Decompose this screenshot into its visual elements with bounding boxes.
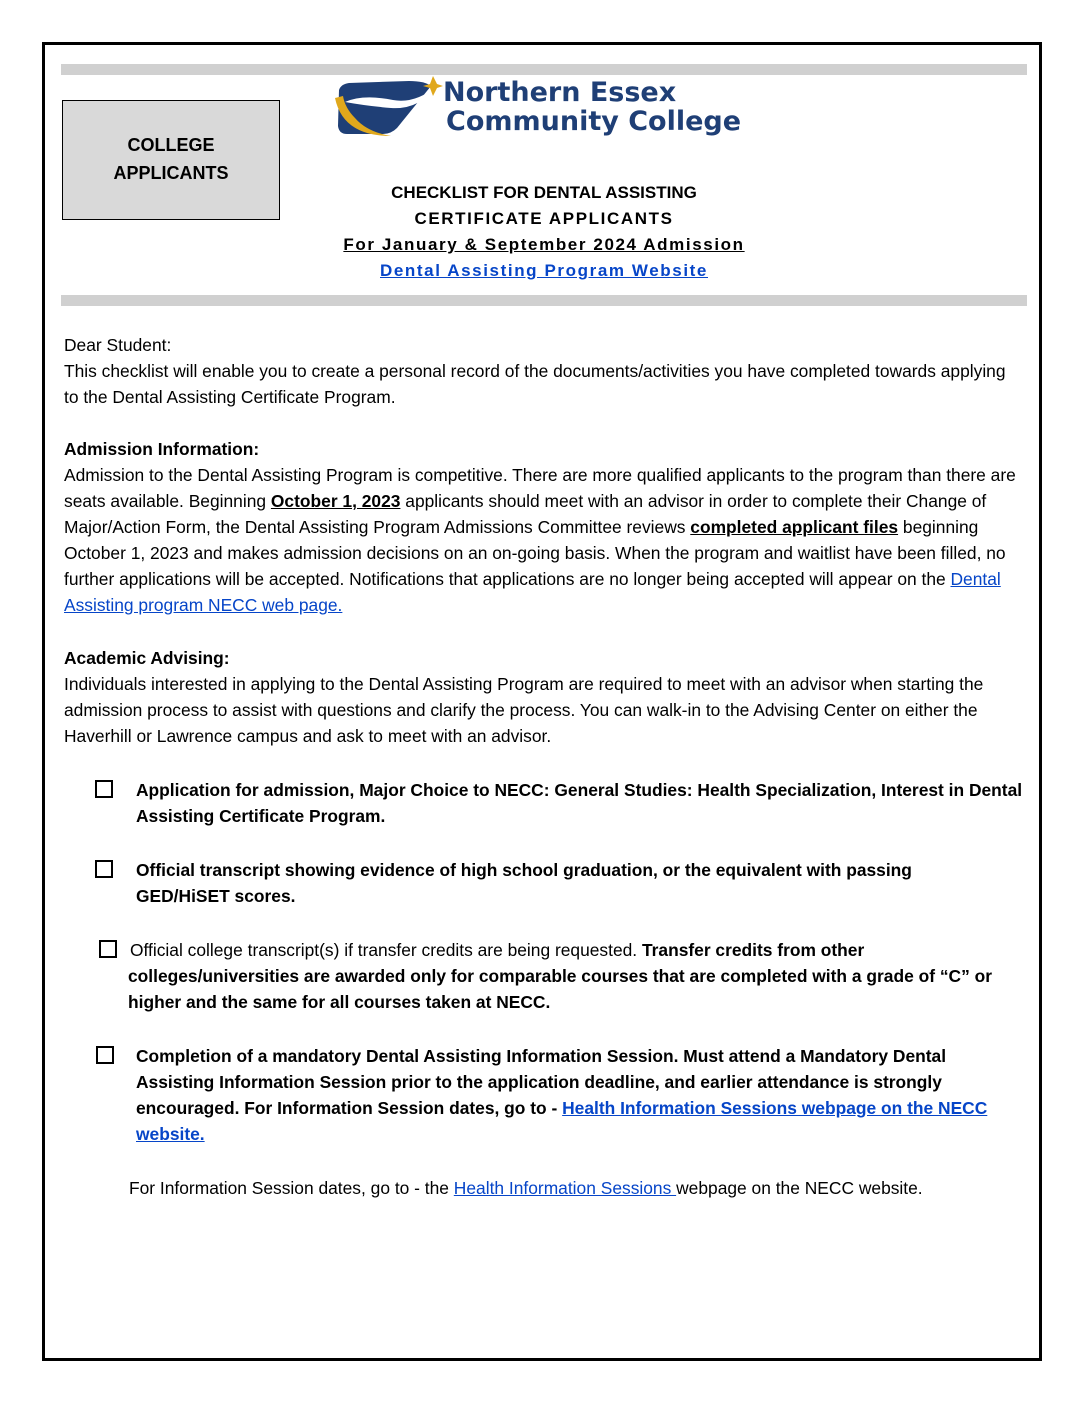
title-line-1: CHECKLIST FOR DENTAL ASSISTING xyxy=(391,183,697,202)
document-title xyxy=(280,180,808,284)
college-transcript-text: Official college transcript(s) if transfer credits are being requested. xyxy=(130,940,642,960)
checklist-item-info-session xyxy=(136,1043,1024,1147)
title-line-3: For January & September 2024 Admission xyxy=(343,235,745,254)
checkbox-college-transcript[interactable] xyxy=(99,940,117,958)
admission-section xyxy=(64,436,1024,618)
info-session-text: Completion of a mandatory Dental Assisting Information Session. Must attend a Mandatory Dental Assisting Information Session prior to the application deadline, and earlier attendance is strongly encouraged. For Information Session dates, go to - xyxy=(136,1046,947,1118)
admission-text-1: Admission to the Dental Assisting Program is competitive. There are more qualified applicants to the program than there are seats available. Beginning xyxy=(64,465,1016,511)
admission-date: October 1, 2023 xyxy=(270,491,401,511)
college-logo xyxy=(333,74,763,140)
admission-heading: Admission Information: xyxy=(64,439,260,459)
greeting: Dear Student: xyxy=(64,335,172,355)
admission-text-2: applicants should meet with an advisor in order to complete their Change of Major/Action Form, the Dental Assisting Program Admissions Committee reviews xyxy=(64,491,987,537)
checkbox-info-session[interactable] xyxy=(96,1046,114,1064)
logo-swoosh-icon xyxy=(333,74,443,140)
transfer-credit-note: Transfer credits from other colleges/universities are awarded only for comparable courses that are completed with a grade of “C” or higher and the same for all courses taken at NECC. xyxy=(128,940,992,1012)
checkbox-application[interactable] xyxy=(95,780,113,798)
admission-text xyxy=(64,462,1024,618)
college-applicants-box xyxy=(62,100,280,220)
completed-files-text: completed applicant files xyxy=(690,517,899,537)
checkbox-hs-transcript[interactable] xyxy=(95,860,113,878)
checklist-item-application: Application for admission, Major Choice to NECC: General Studies: Health Specialization, Interest in Dental Assisting Certificate Program. xyxy=(136,780,1023,826)
applicant-box-line-2: APPLICANTS xyxy=(113,163,229,183)
intro-section xyxy=(64,332,1024,410)
program-website-link[interactable]: Dental Assisting Program Website xyxy=(380,261,708,280)
header-bottom-rule xyxy=(61,295,1027,306)
footer-note-text-1: For Information Session dates, go to - the xyxy=(129,1178,454,1198)
checklist-item-college-transcript xyxy=(128,937,1023,1015)
advising-text: Individuals interested in applying to the Dental Assisting Program are required to meet with an advisor when starting the admission process to assist with questions and clarify the process. You can walk-in to the Advising Center on either the Haverhill or Lawrence campus and ask to meet with an advisor. xyxy=(64,674,984,746)
advising-section xyxy=(64,645,1024,749)
title-line-2: CERTIFICATE APPLICANTS xyxy=(414,209,674,228)
logo-line-1: Northern Essex xyxy=(443,77,677,108)
logo-line-2: Community College xyxy=(446,106,742,137)
program-web-page-link[interactable]: Dental Assisting program NECC web page. xyxy=(64,569,1001,615)
footer-note xyxy=(129,1175,1029,1201)
advising-heading: Academic Advising: xyxy=(64,648,230,668)
footer-health-sessions-link[interactable]: Health Information Sessions xyxy=(453,1178,677,1198)
footer-note-text-2: webpage on the NECC website. xyxy=(676,1178,923,1198)
checklist-item-hs-transcript: Official transcript showing evidence of high school graduation, or the equivalent with passing GED/HiSET scores. xyxy=(136,860,912,906)
intro-text: This checklist will enable you to create a personal record of the documents/activities you have completed towards applying to the Dental Assisting Certificate Program. xyxy=(64,361,1006,407)
logo-wordmark xyxy=(443,78,741,136)
applicant-box-line-1: COLLEGE xyxy=(127,135,215,155)
admission-text-3: beginning October 1, 2023 and makes admission decisions on an on-going basis. When the program and waitlist have been filled, no further applications will be accepted. Notifications that applications are no longer being accepted will appear on the xyxy=(64,517,1006,589)
health-info-sessions-link[interactable]: Health Information Sessions webpage on the NECC website. xyxy=(136,1098,988,1144)
